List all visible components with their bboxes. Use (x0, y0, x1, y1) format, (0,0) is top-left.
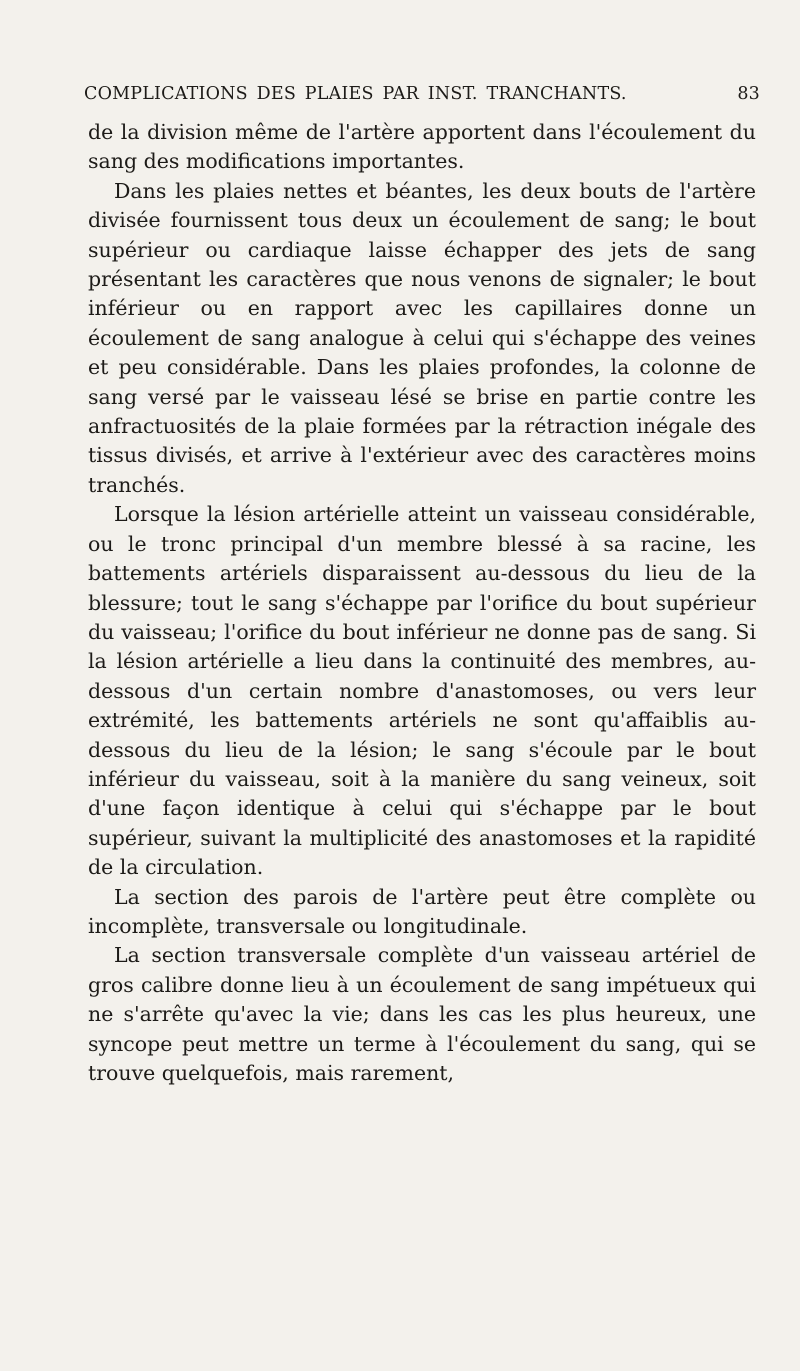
page-number: 83 (737, 84, 760, 104)
paragraph: Lorsque la lésion artérielle atteint un vaisseau considérable, ou le tronc principal d'un membre blessé à sa racine, les battements artériels disparaissent au-dessous du lieu de la blessure; tout le sang s'échappe par l'orifice du bout supérieur du vaisseau; l'orifice du bout inférieur ne donne pas de sang. Si la lésion artérielle a lieu dans la continuité des membres, au-dessous d'un certain nombre d'anastomoses, ou vers leur extrémité, les battements artériels ne sont qu'affaiblis au-dessous du lieu de la lésion; le sang s'écoule par le bout inférieur du vaisseau, soit à la manière du sang veineux, soit d'une façon identique à celui qui s'échappe par le bout supérieur, suivant la multiplicité des anastomoses et la rapidité de la circulation. (88, 502, 756, 880)
running-head (84, 84, 760, 118)
paragraph: Dans les plaies nettes et béantes, les deux bouts de l'artère divisée fournissent tous deux un écoulement de sang; le bout supérieur ou cardiaque laisse échapper des jets de sang présentant les caractères que nous venons de signaler; le bout inférieur ou en rapport avec les capillaires donne un écoulement de sang analogue à celui qui s'échappe des veines et peu considérable. Dans les plaies profondes, la colonne de sang versé par le vaisseau lésé se brise en partie contre les anfractuosités de la plaie formées par la rétraction inégale des tissus divisés, et arrive à l'extérieur avec des caractères moins tranchés. (88, 178, 756, 497)
running-title: COMPLICATIONS DES PLAIES PAR INST. TRANCHANTS. (84, 84, 627, 104)
paragraph: La section des parois de l'artère peut être complète ou incomplète, transversale ou longitudinale. (88, 884, 756, 938)
paragraph: de la division même de l'artère apportent dans l'écoulement du sang des modifications importantes. (88, 120, 756, 174)
body-text (88, 118, 756, 1088)
paragraph: La section transversale complète d'un vaisseau artériel de gros calibre donne lieu à un écoulement de sang impétueux qui ne s'arrête qu'avec la vie; dans les cas les plus heureux, une syncope peut mettre un terme à l'écoulement du sang, qui se trouve quelquefois, mais rarement, (88, 943, 756, 1085)
